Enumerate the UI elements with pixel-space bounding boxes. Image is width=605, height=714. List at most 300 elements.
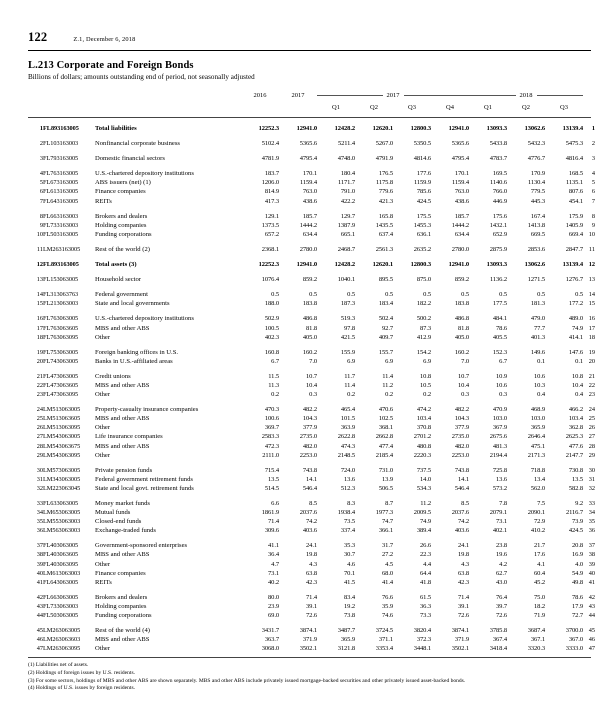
- row-number-right: 30: [588, 466, 595, 474]
- row-number-left: 10: [36, 230, 43, 238]
- value-cell: 468.9: [530, 406, 545, 414]
- row-number-right: 2: [591, 140, 595, 148]
- value-cell: 35.3: [344, 542, 355, 550]
- value-cell: 22.3: [420, 551, 431, 559]
- value-cell: 2847.7: [565, 245, 583, 253]
- value-cell: 424.5: [416, 197, 431, 205]
- value-cell: 731.0: [378, 466, 393, 474]
- row-number-left: 41: [36, 578, 43, 586]
- table-row: [28, 405, 595, 414]
- value-cell: 87.3: [420, 324, 431, 332]
- value-cell: 74.7: [382, 518, 393, 526]
- value-cell: 0.5: [309, 291, 317, 299]
- row-number-left: 3: [39, 155, 43, 163]
- page-number: 122: [28, 30, 48, 44]
- row-number-left: 22: [36, 381, 43, 389]
- value-cell: 637.4: [378, 230, 393, 238]
- value-cell: 168.5: [568, 170, 583, 178]
- row-label: Credit unions: [95, 372, 131, 380]
- value-cell: 409.7: [378, 333, 393, 341]
- hdr-2018-q3: Q3: [560, 104, 568, 111]
- value-cell: 177.6: [416, 170, 431, 178]
- hdr-2017-q3: Q3: [408, 104, 416, 111]
- value-cell: 129.1: [264, 212, 279, 220]
- value-cell: 104.3: [302, 415, 317, 423]
- value-cell: 875.0: [416, 276, 431, 284]
- value-cell: 743.8: [302, 466, 317, 474]
- value-cell: 11.2: [382, 381, 393, 389]
- row-label: MBS and other ABS: [95, 324, 150, 332]
- hdr-year-2017: 2017: [291, 92, 305, 99]
- value-cell: 367.4: [492, 636, 507, 644]
- hdr-q-spacer-2016: [241, 101, 279, 114]
- table-column-headers: [28, 90, 591, 124]
- series-code: FL673163005: [43, 179, 79, 187]
- value-cell: 1444.2: [451, 221, 469, 229]
- value-cell: 167.4: [530, 212, 545, 220]
- row-number-left: 35: [36, 518, 43, 526]
- value-cell: 176.5: [378, 170, 393, 178]
- row-label: State and local governments: [95, 300, 170, 308]
- value-cell: 154.2: [416, 348, 431, 356]
- series-code: FL473063605: [43, 381, 79, 389]
- row-number-left: 46: [36, 636, 43, 644]
- value-cell: 3724.5: [375, 627, 393, 635]
- table-row: [28, 451, 595, 460]
- series-code: FL763163005: [43, 170, 79, 178]
- table-row: [28, 517, 595, 526]
- value-cell: 27.2: [382, 551, 393, 559]
- footnote: (2) Holdings of foreign issues by U.S. residents.: [28, 670, 135, 676]
- value-cell: 2662.8: [375, 433, 393, 441]
- hdr-2017-q2: Q2: [370, 104, 378, 111]
- row-number-right: 34: [588, 509, 595, 517]
- row-number-left: 21: [36, 372, 43, 380]
- value-cell: 49.8: [572, 578, 583, 586]
- hdr-spacer-rn2: [583, 90, 595, 101]
- value-cell: 502.9: [264, 315, 279, 323]
- row-number-right: 7: [591, 197, 595, 205]
- row-number-right: 17: [588, 324, 595, 332]
- value-cell: 465.4: [340, 406, 355, 414]
- value-cell: 170.9: [530, 170, 545, 178]
- value-cell: 160.8: [264, 348, 279, 356]
- value-cell: 402.1: [492, 527, 507, 535]
- value-cell: 100.5: [264, 324, 279, 332]
- row-label: Other: [95, 645, 111, 653]
- value-cell: 73.3: [420, 612, 431, 620]
- table-row: [28, 499, 595, 508]
- row-number-right: 36: [588, 527, 595, 535]
- value-cell: 1455.3: [413, 221, 431, 229]
- value-cell: 370.8: [416, 424, 431, 432]
- value-cell: 1159.9: [413, 179, 431, 187]
- value-cell: 3121.8: [337, 645, 355, 653]
- value-cell: 1271.5: [527, 276, 545, 284]
- row-number-right: 5: [591, 179, 595, 187]
- value-cell: 0.1: [575, 357, 583, 365]
- footnote: (3) For some sectors, holdings of MBS and other ABS are shown separately. MBS and other ABS include privately issued mortgage-backed securities and other privately issued asset-backed bonds.: [28, 677, 466, 684]
- value-cell: 3431.7: [261, 627, 279, 635]
- value-cell: 12800.3: [410, 261, 431, 269]
- value-cell: 0.5: [461, 291, 469, 299]
- value-cell: 403.6: [302, 527, 317, 535]
- value-cell: 634.4: [454, 230, 469, 238]
- page-header: [28, 30, 591, 45]
- row-number-right: 15: [588, 300, 595, 308]
- value-cell: 12620.1: [372, 261, 393, 269]
- hdr-q-spacer-2017: [279, 101, 317, 114]
- table-row: [28, 260, 595, 269]
- value-cell: 2735.0: [451, 433, 469, 441]
- row-number-right: 39: [588, 560, 595, 568]
- row-number-left: 19: [36, 348, 43, 356]
- value-cell: 779.5: [530, 188, 545, 196]
- value-cell: 3785.8: [489, 627, 507, 635]
- value-cell: 175.5: [416, 212, 431, 220]
- table-row: [28, 324, 595, 333]
- value-cell: 636.1: [416, 230, 431, 238]
- row-number-left: 20: [36, 357, 43, 365]
- value-cell: 12941.0: [296, 125, 317, 132]
- value-cell: 484.1: [492, 315, 507, 323]
- series-code: FL213063003: [43, 300, 79, 308]
- row-number-left: 30: [36, 466, 43, 474]
- value-cell: 506.5: [378, 484, 393, 492]
- footnote: (1) Liabilities net of assets.: [28, 662, 89, 669]
- hdr-2017-q4: Q4: [446, 104, 454, 111]
- value-cell: 54.9: [572, 569, 583, 577]
- value-cell: 582.8: [568, 484, 583, 492]
- value-cell: 479.0: [530, 315, 545, 323]
- row-number-left: 25: [36, 415, 43, 423]
- table-row: [28, 154, 595, 163]
- value-cell: 730.8: [568, 466, 583, 474]
- value-cell: 371.9: [302, 636, 317, 644]
- table-row: [28, 593, 595, 602]
- row-number-right: 25: [588, 415, 595, 423]
- value-cell: 1206.0: [261, 179, 279, 187]
- row-label: Other: [95, 560, 111, 568]
- series-code: LM343063005: [43, 475, 81, 483]
- value-cell: 183.4: [378, 300, 393, 308]
- hdr-year-2016: 2016: [253, 92, 267, 99]
- row-number-right: 23: [588, 391, 595, 399]
- row-number-right: 27: [588, 433, 595, 441]
- series-code: FL503163005: [43, 230, 79, 238]
- table-row: [28, 541, 595, 550]
- value-cell: 421.3: [378, 197, 393, 205]
- value-cell: 74.6: [382, 612, 393, 620]
- value-cell: 103.4: [416, 415, 431, 423]
- table-row: [28, 314, 595, 323]
- value-cell: 3353.4: [375, 645, 393, 653]
- row-label: Other: [95, 391, 111, 399]
- value-cell: 1861.9: [261, 509, 279, 517]
- value-cell: 7.8: [499, 500, 507, 507]
- value-cell: 13093.3: [486, 261, 507, 269]
- row-number-right: 41: [588, 578, 595, 586]
- value-cell: 1432.1: [489, 221, 507, 229]
- row-number-left: 12: [36, 261, 43, 269]
- value-cell: 371.9: [454, 636, 469, 644]
- value-cell: 424.5: [568, 527, 583, 535]
- value-cell: 81.8: [306, 324, 317, 332]
- value-cell: 19.2: [344, 602, 355, 610]
- value-cell: 2116.7: [565, 509, 583, 517]
- value-cell: 63.8: [458, 569, 469, 577]
- value-cell: 363.7: [264, 636, 279, 644]
- row-number-right: 1: [591, 125, 595, 132]
- value-cell: 155.9: [340, 348, 355, 356]
- value-cell: 175.9: [568, 212, 583, 220]
- row-label: Holding companies: [95, 602, 147, 610]
- row-label: Federal government retirement funds: [95, 475, 193, 483]
- value-cell: 39.1: [458, 602, 469, 610]
- value-cell: 546.4: [302, 484, 317, 492]
- value-cell: 3418.4: [489, 645, 507, 653]
- value-cell: 42.3: [306, 578, 317, 586]
- series-code: FL643163005: [43, 197, 79, 205]
- value-cell: 72.6: [306, 612, 317, 620]
- series-code: LM223063045: [43, 484, 81, 492]
- value-cell: 859.2: [302, 276, 317, 284]
- value-cell: 8.7: [385, 500, 393, 507]
- value-cell: 8.3: [347, 500, 355, 507]
- value-cell: 10.8: [420, 372, 431, 380]
- value-cell: 4795.4: [451, 155, 469, 163]
- value-cell: 5475.3: [565, 140, 583, 148]
- value-cell: 4814.6: [413, 155, 431, 163]
- value-cell: 70.1: [344, 569, 355, 577]
- value-cell: 2561.3: [375, 245, 393, 253]
- series-code: FL733063003: [43, 602, 79, 610]
- value-cell: 6.9: [423, 357, 431, 365]
- value-cell: 71.4: [306, 593, 317, 601]
- value-cell: 410.2: [530, 527, 545, 535]
- value-cell: 657.2: [264, 230, 279, 238]
- value-cell: 0.1: [537, 357, 545, 365]
- row-number-left: 42: [36, 593, 43, 601]
- series-code: FL893163005: [43, 261, 79, 269]
- value-cell: 4.6: [347, 560, 355, 568]
- row-number-right: 32: [588, 484, 595, 492]
- value-cell: 129.7: [340, 212, 355, 220]
- value-cell: 1159.4: [299, 179, 317, 187]
- value-cell: 2253.0: [451, 451, 469, 459]
- value-cell: 177.5: [492, 300, 507, 308]
- value-cell: 31.7: [382, 542, 393, 550]
- row-number-left: 2: [39, 140, 43, 148]
- value-cell: 75.0: [534, 593, 545, 601]
- value-cell: 421.5: [340, 333, 355, 341]
- row-number-right: 42: [588, 593, 595, 601]
- group-2018-label: 2018: [519, 92, 533, 99]
- value-cell: 2635.2: [413, 245, 431, 253]
- table-row: [28, 466, 595, 475]
- hdr-q-spacer-desc: [95, 101, 241, 114]
- row-number-right: 26: [588, 424, 595, 432]
- row-label: Money market funds: [95, 500, 150, 507]
- row-number-right: 14: [588, 291, 595, 299]
- footnotes: [28, 662, 591, 692]
- group-rule-left: [317, 95, 383, 96]
- row-number-left: 5: [39, 179, 43, 187]
- series-code: LM513063005: [43, 406, 81, 414]
- value-cell: 482.2: [454, 406, 469, 414]
- value-cell: 40.2: [268, 578, 279, 586]
- value-cell: 185.7: [302, 212, 317, 220]
- value-cell: 39.1: [306, 602, 317, 610]
- value-cell: 3502.1: [299, 645, 317, 653]
- value-cell: 405.0: [302, 333, 317, 341]
- value-cell: 8.5: [309, 500, 317, 507]
- series-code: FL743063005: [43, 357, 79, 365]
- value-cell: 309.6: [264, 527, 279, 535]
- value-cell: 389.4: [416, 527, 431, 535]
- hdr-spacer-num: [28, 90, 43, 101]
- series-code: LM263063603: [43, 636, 81, 644]
- value-cell: 10.4: [458, 381, 469, 389]
- value-cell: 71.9: [534, 612, 545, 620]
- value-cell: 13.6: [344, 475, 355, 483]
- value-cell: 12941.0: [448, 261, 469, 269]
- row-number-right: 37: [588, 542, 595, 550]
- value-cell: 512.3: [340, 484, 355, 492]
- row-number-left: 1: [39, 125, 43, 132]
- series-code: FL893163005: [43, 125, 79, 132]
- value-cell: 403.6: [454, 527, 469, 535]
- value-cell: 103.0: [492, 415, 507, 423]
- value-cell: 0.2: [385, 391, 393, 399]
- value-cell: 2875.9: [489, 245, 507, 253]
- value-cell: 6.7: [271, 357, 279, 365]
- value-cell: 188.0: [264, 300, 279, 308]
- row-number-left: 31: [36, 475, 43, 483]
- value-cell: 718.8: [530, 466, 545, 474]
- value-cell: 2780.0: [299, 245, 317, 253]
- table-row: [28, 508, 595, 517]
- value-cell: 3687.4: [527, 627, 545, 635]
- row-number-right: 21: [588, 372, 595, 380]
- value-cell: 103.4: [568, 415, 583, 423]
- value-cell: 1405.9: [565, 221, 583, 229]
- row-number-left: 47: [36, 645, 43, 653]
- value-cell: 401.3: [530, 333, 545, 341]
- row-label: Foreign banking offices in U.S.: [95, 348, 179, 356]
- value-cell: 169.5: [492, 170, 507, 178]
- table-row: [28, 390, 595, 399]
- value-cell: 562.0: [530, 484, 545, 492]
- value-cell: 45.2: [534, 578, 545, 586]
- value-cell: 377.9: [302, 424, 317, 432]
- row-label: Funding corporations: [95, 612, 152, 620]
- value-cell: 4.1: [537, 560, 545, 568]
- row-number-left: 23: [36, 391, 43, 399]
- row-label: Closed-end funds: [95, 518, 142, 526]
- value-cell: 147.6: [568, 348, 583, 356]
- series-code: FL153063005: [43, 276, 79, 284]
- value-cell: 369.7: [264, 424, 279, 432]
- value-cell: 12620.1: [372, 125, 393, 132]
- value-cell: 11.5: [268, 372, 279, 380]
- value-cell: 72.7: [572, 612, 583, 620]
- value-cell: 10.8: [572, 372, 583, 380]
- value-cell: 4.2: [499, 560, 507, 568]
- value-cell: 402.3: [264, 333, 279, 341]
- series-code: FL633063005: [43, 500, 79, 507]
- value-cell: 0.3: [499, 391, 507, 399]
- series-code: LM553063003: [43, 518, 81, 526]
- value-cell: 7.0: [309, 357, 317, 365]
- value-cell: 12428.2: [334, 261, 355, 269]
- table-bottom-rule: [28, 657, 591, 658]
- value-cell: 2194.4: [489, 451, 507, 459]
- value-cell: 83.4: [344, 593, 355, 601]
- row-number-left: 15: [36, 300, 43, 308]
- value-cell: 859.2: [454, 276, 469, 284]
- value-cell: 4748.0: [337, 155, 355, 163]
- value-cell: 10.4: [572, 381, 583, 389]
- value-cell: 477.6: [568, 442, 583, 450]
- row-number-left: 16: [36, 315, 43, 323]
- value-cell: 13.5: [268, 475, 279, 483]
- value-cell: 13139.4: [562, 125, 583, 132]
- table-row: [28, 475, 595, 484]
- row-number-right: 44: [588, 612, 595, 620]
- value-cell: 5350.5: [413, 140, 431, 148]
- value-cell: 2625.3: [565, 433, 583, 441]
- value-cell: 2090.1: [527, 509, 545, 517]
- value-cell: 446.9: [492, 197, 507, 205]
- row-number-right: 31: [588, 475, 595, 483]
- value-cell: 62.7: [496, 569, 507, 577]
- table-row: [28, 178, 595, 187]
- value-cell: 10.6: [534, 372, 545, 380]
- row-label: MBS and other ABS: [95, 442, 150, 450]
- hdr-2018-q1: Q1: [484, 104, 492, 111]
- hdr-q-spacer-num: [28, 101, 43, 114]
- row-number-right: 20: [588, 357, 595, 365]
- value-cell: 3502.1: [451, 645, 469, 653]
- value-cell: 1938.4: [337, 509, 355, 517]
- table-row: [28, 569, 595, 578]
- value-cell: 502.4: [378, 315, 393, 323]
- value-cell: 1040.1: [337, 276, 355, 284]
- value-cell: 41.4: [382, 578, 393, 586]
- value-cell: 0.5: [423, 291, 431, 299]
- table-row: [28, 423, 595, 432]
- value-cell: 155.7: [378, 348, 393, 356]
- value-cell: 35.9: [382, 602, 393, 610]
- series-code: FL763063605: [43, 324, 79, 332]
- value-cell: 1135.1: [565, 179, 583, 187]
- row-number-left: 32: [36, 484, 43, 492]
- row-number-right: 35: [588, 518, 595, 526]
- value-cell: 10.9: [496, 372, 507, 380]
- row-number-left: 38: [36, 551, 43, 559]
- table-row: [28, 333, 595, 342]
- value-cell: 2171.3: [527, 451, 545, 459]
- row-number-right: 16: [588, 315, 595, 323]
- value-cell: 20.8: [572, 542, 583, 550]
- value-cell: 4.4: [423, 560, 431, 568]
- value-cell: 1140.6: [489, 179, 507, 187]
- group-rule-left-2: [469, 95, 516, 96]
- series-code: FL473063005: [43, 372, 79, 380]
- row-number-right: 6: [591, 188, 595, 196]
- row-number-left: 39: [36, 560, 43, 568]
